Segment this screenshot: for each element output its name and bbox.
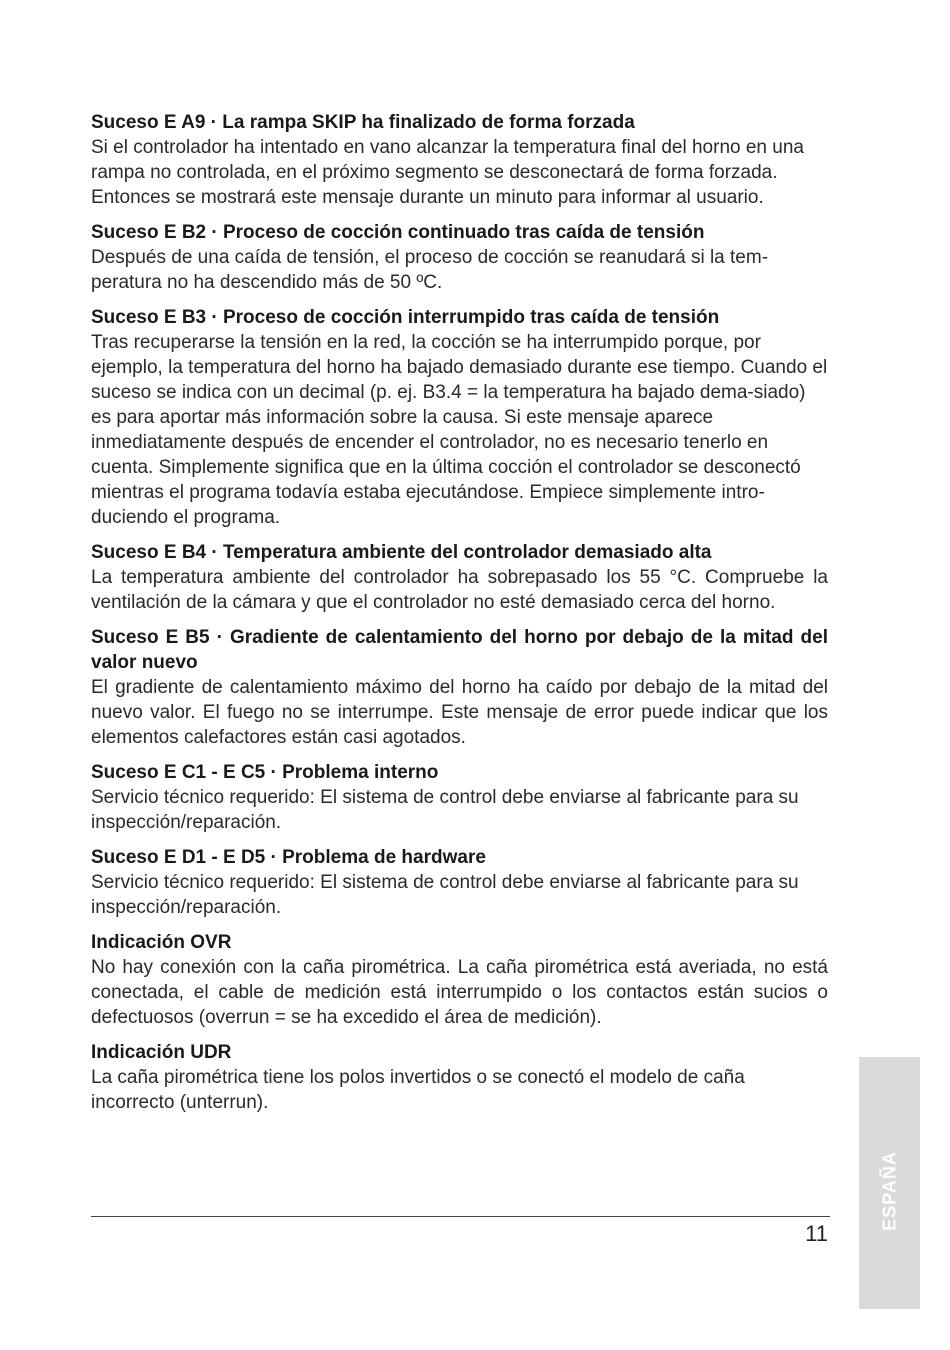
side-tab-label: ESPAÑA — [879, 1151, 899, 1231]
section-body: Si el controlador ha intentado en vano alcanzar la temperatura final del horno en una rampa no controlada, en el próximo segmento se desconectará de forma forzada. Entonces se mostrará este mensaje durante un minuto para informar al usuario. — [91, 137, 804, 208]
section-title: Suceso E C1 - E C5 · Problema interno — [91, 762, 439, 783]
section-body: No hay conexión con la caña pirométrica. La caña pirométrica está averiada, no está conectada, el cable de medición está interrumpido o los contactos están sucios o defectuosos (overrun = se ha excedido el área de medición). — [91, 957, 828, 1028]
section-body: Después de una caída de tensión, el proceso de cocción se reanudará si la tem-peratura no ha descendido más de 50 ºC. — [91, 247, 769, 293]
section-title: Indicación OVR — [91, 932, 232, 953]
section-ovr — [91, 930, 828, 1030]
section-udr — [91, 1040, 828, 1115]
section-e-b3 — [91, 305, 828, 530]
section-title: Suceso E B3 · Proceso de cocción interrumpido tras caída de tensión — [91, 307, 720, 328]
page-number: 11 — [805, 1221, 828, 1246]
section-e-d1-d5 — [91, 845, 828, 920]
section-title: Suceso E D1 - E D5 · Problema de hardware — [91, 847, 486, 868]
section-title: Suceso E B5 · Gradiente de calentamiento del horno por debajo de la mitad del valor nuevo — [91, 627, 828, 673]
section-body: Servicio técnico requerido: El sistema de control debe enviarse al fabricante para su inspección/reparación. — [91, 872, 799, 918]
section-title: Indicación UDR — [91, 1042, 232, 1063]
section-body: Tras recuperarse la tensión en la red, la cocción se ha interrumpido porque, por ejemplo, la temperatura del horno ha bajado demasiado durante ese tiempo. Cuando el suceso se indica con un decimal (p. ej. B3.4 = la temperatura ha bajado dema-siado) es para aportar más información sobre la causa. Si este mensaje aparece inmediatamente después de encender el controlador, no es necesario tenerlo en cuenta. Simplemente significa que en la última cocción el controlador se desconectó mientras el programa todavía estaba ejecutándose. Empiece simplemente intro-duciendo el programa. — [91, 332, 828, 528]
section-title: Suceso E B2 · Proceso de cocción continuado tras caída de tensión — [91, 222, 705, 243]
section-title: Suceso E A9 · La rampa SKIP ha finalizado de forma forzada — [91, 112, 635, 133]
section-e-c1-c5 — [91, 760, 828, 835]
section-e-a9 — [91, 110, 828, 210]
section-body: La caña pirométrica tiene los polos invertidos o se conectó el modelo de caña incorrecto (unterrun). — [91, 1067, 745, 1113]
section-e-b4 — [91, 540, 828, 615]
section-body: El gradiente de calentamiento máximo del horno ha caído por debajo de la mitad del nuevo valor. El fuego no se interrumpe. Este mensaje de error puede indicar que los elementos calefactores están casi agotados. — [91, 677, 828, 748]
section-title: Suceso E B4 · Temperatura ambiente del controlador demasiado alta — [91, 542, 712, 563]
document-content — [91, 110, 828, 1125]
footer-divider — [91, 1216, 830, 1217]
section-body: La temperatura ambiente del controlador ha sobrepasado los 55 °C. Compruebe la ventilación de la cámara y que el controlador no esté demasiado cerca del horno. — [91, 567, 828, 613]
section-e-b5 — [91, 625, 828, 750]
section-e-b2 — [91, 220, 828, 295]
section-body: Servicio técnico requerido: El sistema de control debe enviarse al fabricante para su inspección/reparación. — [91, 787, 799, 833]
language-side-tab — [859, 1057, 920, 1309]
